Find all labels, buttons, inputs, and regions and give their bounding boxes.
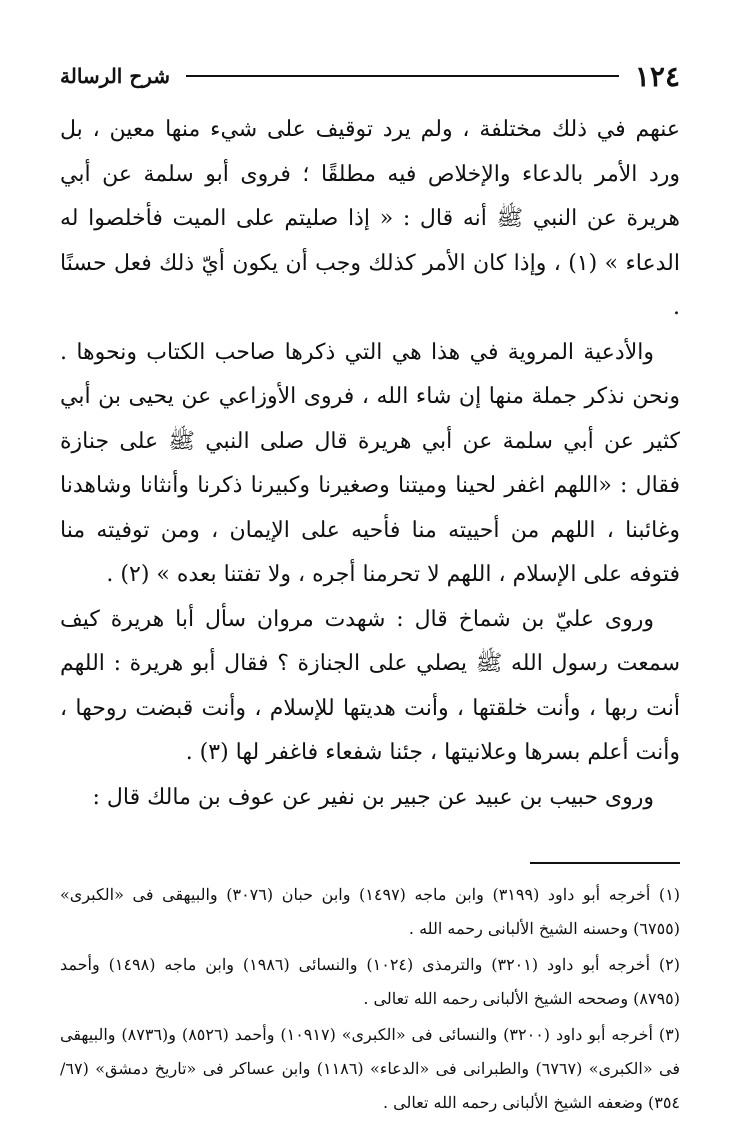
running-title: شرح الرسالة (60, 64, 171, 88)
paragraph: عنهم في ذلك مختلفة ، ولم يرد توقيف على شيء منها معين ، بل ورد الأمر بالدعاء والإخلاص فيه مطلقًا ؛ فروى أبو سلمة عن أبي هريرة عن النبي ﷺ أنه قال : « إذا صليتم على الميت فأخلصوا له الدعاء » (١) ، وإذا كان الأمر كذلك وجب أن يكون أيّ ذلك فعل حسنًا . (60, 117, 680, 320)
footnote-rule (530, 862, 680, 864)
book-page (60, 56, 680, 1122)
body-text (60, 108, 680, 820)
footnotes (60, 878, 680, 1120)
header-rule (186, 75, 619, 77)
footnote: (٢) أخرجه أبو داود (٣٢٠١) والترمذى (١٠٢٤) والنسائى (١٩٨٦) وابن ماجه (١٤٩٨) وأحمد (٨٧٩٥) وصححه الشيخ الألبانى رحمه الله تعالى . (60, 955, 681, 1008)
paragraph: وروى عليّ بن شماخ قال : شهدت مروان سأل أبا هريرة كيف سمعت رسول الله ﷺ يصلي على الجنازة ؟ فقال أبو هريرة : اللهم أنت ربها ، وأنت خلقتها ، وأنت هديتها للإسلام ، وأنت قبضت روحها ، وأنت أعلم بسرها وعلانيتها ، جئنا شفعاء فاغفر لها (٣) . (60, 606, 680, 765)
footnote: (٣) أخرجه أبو داود (٣٢٠٠) والنسائى فى «الكبرى» (١٠٩١٧) وأحمد (٨٥٢٦) و(٨٧٣٦) والبيهقى فى «الكبرى» (٦٧٦٧) والطبرانى فى «الدعاء» (١١٨٦) وابن عساكر فى «تاريخ دمشق» (٦٧/ ٣٥٤) وضعفه الشيخ الألبانى رحمه الله تعالى . (60, 1025, 681, 1112)
page-number: ١٢٤ (634, 59, 680, 93)
paragraph: وروى حبيب بن عبيد عن جبير بن نفير عن عوف بن مالك قال : (92, 784, 654, 810)
footnote: (١) أخرجه أبو داود (٣١٩٩) وابن ماجه (١٤٩٧) وابن حبان (٣٠٧٦) والبيهقى فى «الكبرى» (٦٧٥٥) وحسنه الشيخ الألبانى رحمه الله . (60, 885, 681, 938)
page-header (60, 56, 680, 96)
paragraph: والأدعية المروية في هذا هي التي ذكرها صاحب الكتاب ونحوها . ونحن نذكر جملة منها إن شاء الله ، فروى الأوزاعي عن يحيى بن أبي كثير عن أبي سلمة عن أبي هريرة قال صلى النبي ﷺ على جنازة فقال : «اللهم اغفر لحينا وميتنا وصغيرنا وكبيرنا ذكرنا وأنثانا وشاهدنا وغائبنا ، اللهم من أحييته منا فأحيه على الإيمان ، ومن توفيته منا فتوفه على الإسلام ، اللهم لا تحرمنا أجره ، ولا تفتنا بعده » (٢) . (60, 339, 680, 587)
